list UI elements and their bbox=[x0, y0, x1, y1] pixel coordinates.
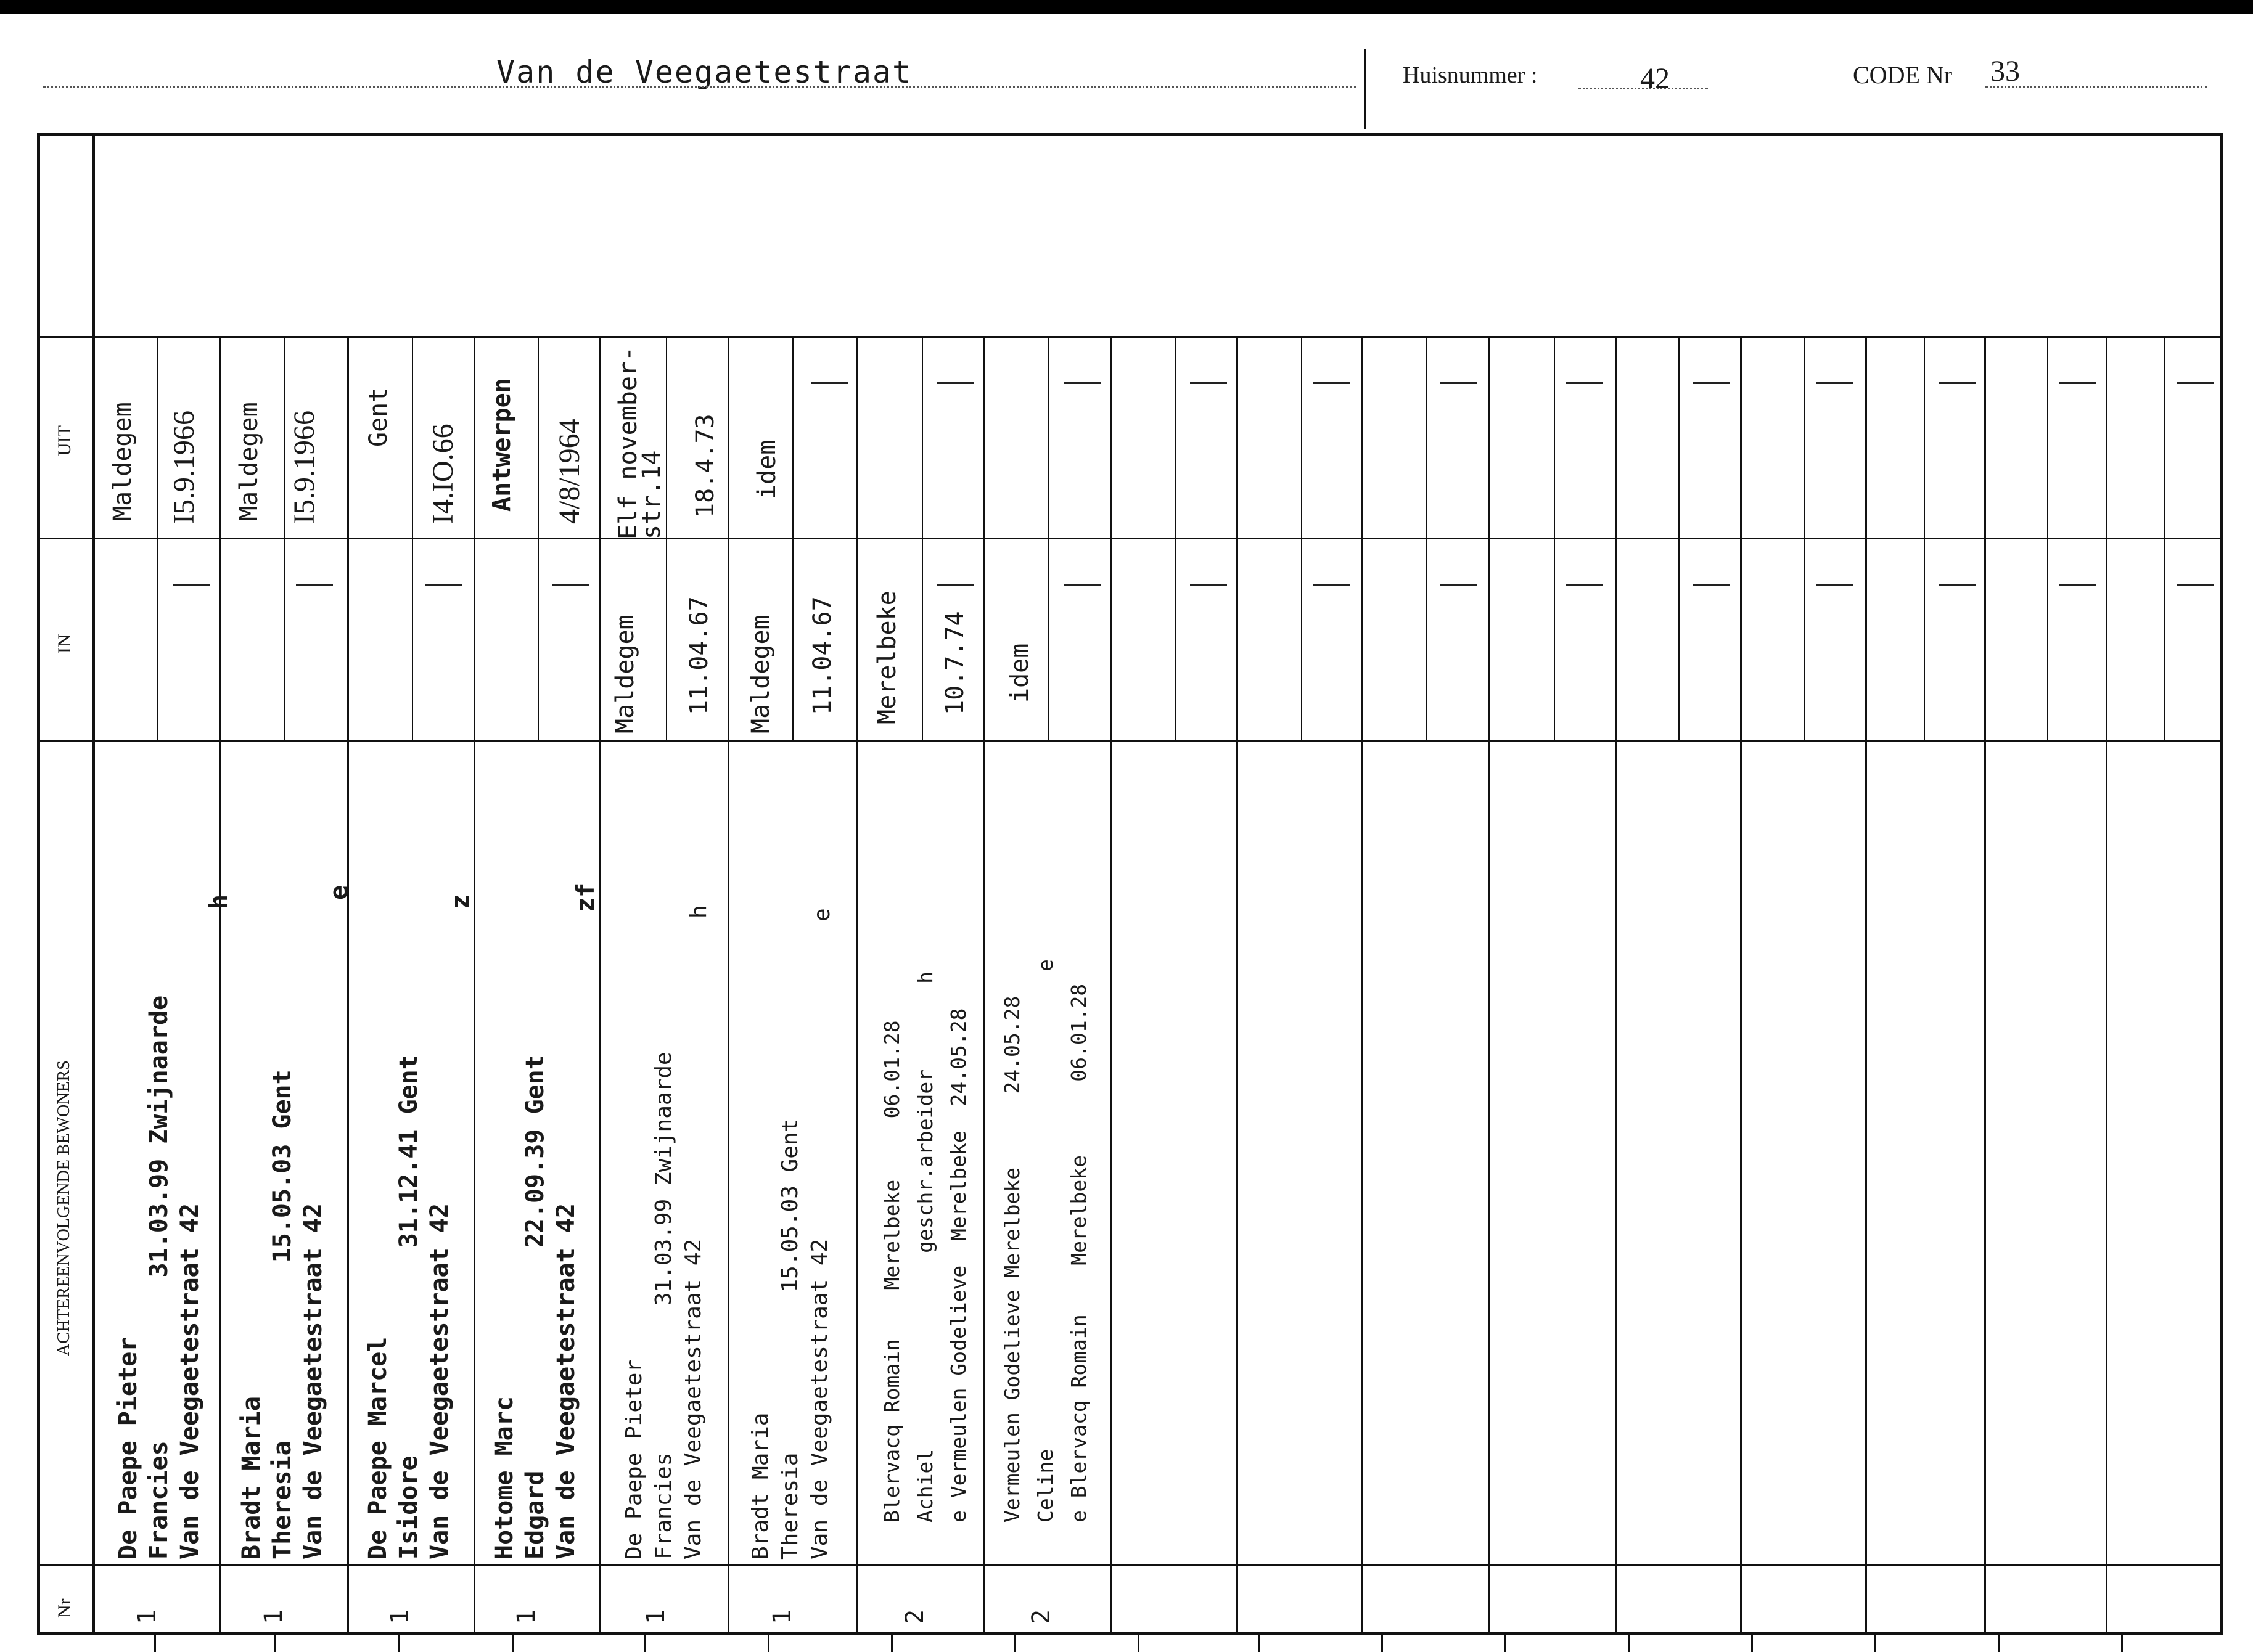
nr-value: 1 bbox=[768, 1609, 797, 1624]
nr-value: 2 bbox=[901, 1609, 929, 1624]
subcolumn-divider bbox=[1048, 336, 1049, 538]
subcolumn-divider bbox=[1678, 538, 1680, 740]
in-place: Merelbeke bbox=[873, 591, 901, 724]
uit-place: idem bbox=[753, 440, 781, 499]
in-date: 11.04.67 bbox=[685, 596, 713, 715]
subcolumn-divider bbox=[538, 538, 539, 740]
uit-section-top bbox=[37, 336, 2223, 338]
resident-entry: Blervacq Romain Merelbeke 06.01.28 Achiel geschr.arbeider h e Vermeulen Godelieve Merelbeke 24.05.28 bbox=[880, 971, 971, 1523]
subcolumn-divider bbox=[1804, 336, 1805, 538]
subcolumn-divider bbox=[1924, 538, 1925, 740]
bottom-tick bbox=[644, 1635, 646, 1652]
subcolumn-divider bbox=[1301, 538, 1302, 740]
house-number-label: Huisnummer : bbox=[1403, 62, 1538, 88]
uit-date: I4.IO.66 bbox=[427, 423, 459, 524]
subcolumn-divider bbox=[2047, 336, 2048, 538]
bottom-tick bbox=[891, 1635, 893, 1652]
empty-dash bbox=[173, 584, 210, 586]
empty-dash bbox=[552, 584, 589, 586]
column-divider bbox=[219, 336, 221, 1635]
subcolumn-divider bbox=[1301, 336, 1302, 538]
subcolumn-divider bbox=[666, 336, 667, 538]
frame-right bbox=[2220, 133, 2223, 1635]
bottom-tick bbox=[768, 1635, 769, 1652]
empty-dash bbox=[1939, 584, 1976, 586]
gender-tag: e bbox=[810, 908, 835, 922]
empty-dash bbox=[1693, 382, 1730, 384]
empty-dash bbox=[1816, 584, 1853, 586]
empty-dash bbox=[937, 584, 974, 586]
top-edge-bar bbox=[0, 0, 2253, 14]
subcolumn-divider bbox=[922, 538, 923, 740]
in-place: Maldegem bbox=[747, 615, 775, 734]
empty-dash bbox=[1313, 382, 1350, 384]
resident-entry: De Paepe Marcel Isidore 31.12.41 Gent Van de Veegaetestraat 42 bbox=[364, 1055, 454, 1560]
empty-dash bbox=[1064, 584, 1101, 586]
bottom-tick bbox=[2121, 1635, 2123, 1652]
empty-dash bbox=[296, 584, 333, 586]
column-divider bbox=[474, 336, 475, 1635]
column-divider bbox=[983, 336, 985, 1635]
empty-dash bbox=[937, 382, 974, 384]
empty-dash bbox=[1440, 382, 1477, 384]
column-divider bbox=[1615, 336, 1617, 1635]
empty-dash bbox=[1566, 584, 1603, 586]
nr-value: 1 bbox=[133, 1609, 162, 1624]
bottom-tick bbox=[1998, 1635, 2000, 1652]
bottom-tick bbox=[274, 1635, 276, 1652]
empty-dash bbox=[1693, 584, 1730, 586]
gender-tag: e bbox=[325, 885, 353, 900]
street-name: Van de Veegaetestraat bbox=[496, 54, 913, 90]
subcolumn-divider bbox=[2047, 538, 2048, 740]
label-column-divider bbox=[92, 133, 95, 1635]
subcolumn-divider bbox=[412, 538, 413, 740]
bottom-tick bbox=[512, 1635, 514, 1652]
bottom-tick bbox=[1138, 1635, 1139, 1652]
frame-left bbox=[37, 133, 40, 1635]
subcolumn-divider bbox=[157, 538, 158, 740]
house-number-value: 42 bbox=[1640, 62, 1670, 95]
bottom-tick bbox=[1258, 1635, 1260, 1652]
code-label: CODE Nr bbox=[1853, 61, 1953, 89]
subcolumn-divider bbox=[2164, 336, 2165, 538]
uit-date: I5.9.1966 bbox=[168, 411, 200, 524]
column-divider bbox=[1865, 336, 1867, 1635]
resident-entry: De Paepe Pieter Francies 31.03.99 Zwijnaarde Van de Veegaetestraat 42 bbox=[622, 1052, 706, 1560]
subcolumn-divider bbox=[1175, 336, 1176, 538]
gender-tag: h bbox=[686, 905, 712, 918]
resident-entry: Hotome Marc Edgard 22.09.39 Gent Van de Veegaetestraat 42 bbox=[490, 1055, 580, 1560]
uit-place: Gent bbox=[364, 387, 393, 447]
uit-date: 4/8/1964 bbox=[553, 419, 586, 524]
nr-value: 2 bbox=[1027, 1609, 1056, 1624]
uit-place: Elf november- str.14 bbox=[614, 346, 666, 539]
column-divider bbox=[1740, 336, 1742, 1635]
gender-tag: z bbox=[446, 894, 475, 909]
nr-label: Nr bbox=[54, 1598, 75, 1618]
bottom-tick bbox=[1874, 1635, 1876, 1652]
column-divider bbox=[1984, 336, 1986, 1635]
subcolumn-divider bbox=[1924, 336, 1925, 538]
column-divider bbox=[1361, 336, 1363, 1635]
empty-dash bbox=[1440, 584, 1477, 586]
in-section-top bbox=[37, 538, 2223, 539]
nr-section-top bbox=[37, 1564, 2223, 1566]
uit-place: Maldegem bbox=[109, 402, 137, 521]
subcolumn-divider bbox=[284, 538, 285, 740]
in-date: 11.04.67 bbox=[808, 596, 837, 715]
subcolumn-divider bbox=[1426, 538, 1427, 740]
code-dotted-line bbox=[1985, 86, 2207, 88]
subcolumn-divider bbox=[412, 336, 413, 538]
empty-dash bbox=[425, 584, 462, 586]
subcolumn-divider bbox=[1175, 538, 1176, 740]
uit-place: Maldegem bbox=[235, 402, 263, 521]
code-number-value: 33 bbox=[1990, 55, 2020, 88]
column-divider bbox=[347, 336, 349, 1635]
subcolumn-divider bbox=[1678, 336, 1680, 538]
in-date: 10.7.74 bbox=[941, 611, 969, 715]
subcolumn-divider bbox=[792, 538, 794, 740]
empty-dash bbox=[1939, 382, 1976, 384]
resident-entry: Bradt Maria Theresia 15.05.03 Gent Van de Veegaetestraat 42 bbox=[237, 1069, 327, 1560]
nr-value: 1 bbox=[386, 1609, 414, 1624]
resident-entry: De Paepe Pieter Francies 31.03.99 Zwijnaarde Van de Veegaetestraat 42 bbox=[114, 995, 204, 1560]
bottom-tick bbox=[154, 1635, 156, 1652]
uit-label: UIT bbox=[54, 425, 75, 456]
nr-value: 1 bbox=[512, 1609, 541, 1624]
street-dotted-line bbox=[43, 86, 1356, 88]
subcolumn-divider bbox=[284, 336, 285, 538]
subcolumn-divider bbox=[538, 336, 539, 538]
empty-dash bbox=[2177, 382, 2214, 384]
frame-bottom bbox=[37, 1632, 2223, 1635]
subcolumn-divider bbox=[1554, 336, 1555, 538]
column-divider bbox=[1488, 336, 1490, 1635]
empty-dash bbox=[1064, 382, 1101, 384]
column-divider bbox=[728, 336, 729, 1635]
bottom-tick bbox=[1504, 1635, 1506, 1652]
column-divider bbox=[599, 336, 601, 1635]
nr-value: 1 bbox=[260, 1609, 288, 1624]
gender-tag: zf bbox=[572, 882, 600, 912]
empty-dash bbox=[1190, 584, 1227, 586]
empty-dash bbox=[2059, 382, 2096, 384]
empty-dash bbox=[2059, 584, 2096, 586]
empty-dash bbox=[1313, 584, 1350, 586]
in-place: idem bbox=[1006, 643, 1034, 703]
nr-value: 1 bbox=[642, 1609, 670, 1624]
subcolumn-divider bbox=[1554, 538, 1555, 740]
subcolumn-divider bbox=[1804, 538, 1805, 740]
uit-date: 18.4.73 bbox=[691, 414, 720, 518]
residents-section-top bbox=[37, 740, 2223, 742]
column-divider bbox=[856, 336, 858, 1635]
bottom-tick bbox=[1751, 1635, 1753, 1652]
uit-date: I5.9.1966 bbox=[288, 411, 321, 524]
subcolumn-divider bbox=[666, 538, 667, 740]
bottom-tick bbox=[1381, 1635, 1383, 1652]
in-place: Maldegem bbox=[611, 615, 639, 734]
column-divider bbox=[1236, 336, 1238, 1635]
empty-dash bbox=[1190, 382, 1227, 384]
in-label: IN bbox=[54, 634, 75, 653]
gender-tag: h bbox=[205, 894, 233, 909]
resident-entry: Bradt Maria Theresia 15.05.03 Gent Van de Veegaetestraat 42 bbox=[748, 1118, 832, 1560]
header-divider bbox=[1364, 49, 1366, 129]
uit-place: Antwerpen bbox=[488, 378, 516, 512]
subcolumn-divider bbox=[157, 336, 158, 538]
bottom-tick bbox=[398, 1635, 400, 1652]
resident-entry: Vermeulen Godelieve Merelbeke 24.05.28 Celine e e Blervacq Romain Merelbeke 06.01.28 bbox=[1000, 959, 1091, 1523]
column-divider bbox=[2106, 336, 2107, 1635]
column-divider bbox=[1110, 336, 1112, 1635]
subcolumn-divider bbox=[922, 336, 923, 538]
frame-top bbox=[37, 133, 2223, 136]
subcolumn-divider bbox=[1426, 336, 1427, 538]
residents-label: ACHTEREENVOLGENDE BEWONERS bbox=[54, 1060, 73, 1356]
bottom-tick bbox=[1628, 1635, 1630, 1652]
subcolumn-divider bbox=[1048, 538, 1049, 740]
subcolumn-divider bbox=[2164, 538, 2165, 740]
bottom-tick bbox=[1014, 1635, 1016, 1652]
empty-dash bbox=[2177, 584, 2214, 586]
empty-dash bbox=[1816, 382, 1853, 384]
subcolumn-divider bbox=[792, 336, 794, 538]
empty-dash bbox=[811, 382, 848, 384]
empty-dash bbox=[1566, 382, 1603, 384]
